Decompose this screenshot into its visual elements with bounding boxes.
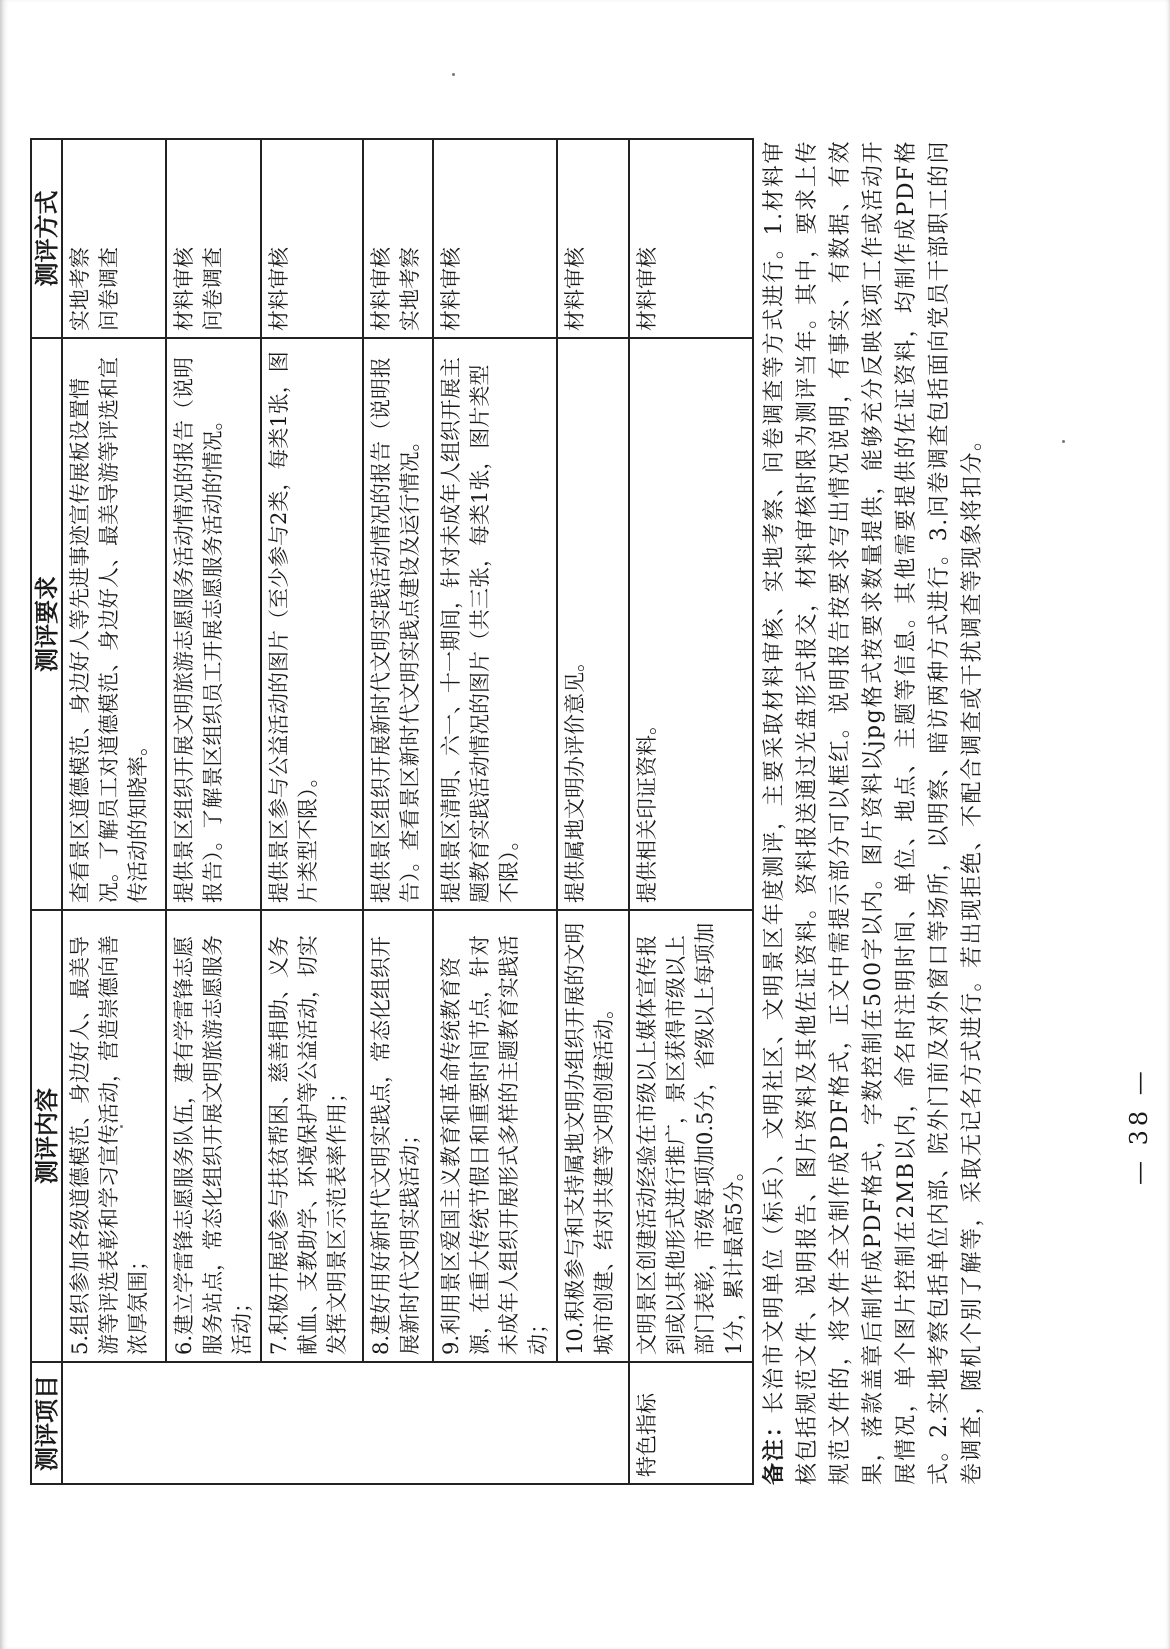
method-cell: 材料审核 xyxy=(433,139,557,338)
requirement-cell: 提供属地文明办评价意见。 xyxy=(557,338,629,910)
requirement-cell: 提供景区清明、六一、十一期间，针对未成年人组织开展主题教育实践活动情况的图片（共三张，每类1张，图片类型不限）。 xyxy=(433,338,557,910)
table-row xyxy=(433,139,557,1484)
content-cell: 6.建立学雷锋志愿服务队伍，建有学雷锋志愿服务站点，常态化组织开展文明旅游志愿服务活动； xyxy=(166,910,261,1362)
content-cell: 10.积极参与和支持属地文明办组织开展的文明城市创建、结对共建等文明创建活动。 xyxy=(557,910,629,1362)
table-row xyxy=(557,139,629,1484)
requirement-cell: 提供景区组织开展文明旅游志愿服务活动情况的报告（说明报告）。了解景区组织员工开展志愿服务活动的情况。 xyxy=(166,338,261,910)
method-cell: 实地考察 问卷调查 xyxy=(62,139,166,338)
requirement-cell: 提供景区组织开展新时代文明实践活动情况的报告（说明报告）。查看景区新时代文明实践点建设及运行情况。 xyxy=(363,338,433,910)
header-content: 测评内容 xyxy=(31,910,62,1362)
category-cell: 特色指标 xyxy=(629,1362,753,1484)
content-cell: 7.积极开展或参与扶贫帮困、慈善捐助、义务献血、支教助学、环境保护等公益活动，切实发挥文明景区示范表率作用； xyxy=(261,910,363,1362)
header-method: 测评方式 xyxy=(31,139,62,338)
content-cell: 5.组织参加各级道德模范、身边好人、最美导游等评选表彰和学习宣传活动，营造崇德向善浓厚氛围； xyxy=(62,910,166,1362)
method-cell: 材料审核 xyxy=(557,139,629,338)
content-cell: 9.利用景区爱国主义教育和革命传统教育资源，在重大传统节假日和重要时间节点，针对未成年人组织开展形式多样的主题教育实践活动； xyxy=(433,910,557,1362)
category-cell-empty xyxy=(62,1362,629,1484)
requirement-cell: 查看景区道德模范、身边好人等先进事迹宣传展板设置情况。了解员工对道德模范、身边好人、最美导游等评选和宣传活动的知晓率。 xyxy=(62,338,166,910)
requirement-cell: 提供景区参与公益活动的图片（至少参与2类，每类1张，图片类型不限）。 xyxy=(261,338,363,910)
method-cell: 材料审核 xyxy=(629,139,753,338)
table-row xyxy=(629,139,753,1484)
page-number: — 38 — xyxy=(1125,1067,1153,1185)
table-row xyxy=(363,139,433,1484)
header-row xyxy=(31,139,62,1484)
notes-label: 备注： xyxy=(761,1413,787,1485)
method-cell: 材料审核 实地考察 xyxy=(363,139,433,338)
method-cell: 材料审核 问卷调查 xyxy=(166,139,261,338)
content-cell: 8.建好用好新时代文明实践点，常态化组织开展新时代文明实践活动； xyxy=(363,910,433,1362)
rotated-sheet xyxy=(30,140,1153,1485)
notes-text: 长治市文明单位（标兵）、文明社区、文明景区年度测评，主要采取材料审核、实地考察、问卷调查等方式进行。1.材料审核包括规范文件、说明报告、图片资料及其他佐证资料。资料报送通过光盘形式报交，材料审核时限为测评当年。其中，要求上传规范文件的，将文件全文制作成PDF格式，正文中需提示部分可以框红。说明报告按要求写出情况说明，有事实、有数据、有效果，落款盖章后制作成PDF格式，字数控制在500字以内。图片资料以jpg格式按要求数量提供，能够充分反映该项工作或活动开展情况，单个图片控制在2MB以内，命名时注明时间、单位、地点、主题等信息。其他需要提供的佐证资料，均制作成PDF格式。2.实地考察包括单位内部、院外门前及对外窗口等场所，以明察、暗访两种方式进行。3.问卷调查包括面向党员干部职工的问卷调查，随机个别了解等，采取无记名方式进行。若出现拒绝、不配合调查或干扰调查等现象将扣分。 xyxy=(762,140,985,1485)
method-cell: 材料审核 xyxy=(261,139,363,338)
header-requirement: 测评要求 xyxy=(31,338,62,910)
table-row xyxy=(166,139,261,1484)
table-row xyxy=(62,139,166,1484)
header-category: 测评项目 xyxy=(31,1362,62,1484)
evaluation-table xyxy=(30,138,754,1485)
scan-speck xyxy=(452,73,455,76)
notes-paragraph xyxy=(758,140,989,1485)
content-cell: 文明景区创建活动经验在市级以上媒体宣传报到或以其他形式进行推广，景区获得市级以上部门表彰，市级每项加0.5分，省级以上每项加1分，累计最高5分。 xyxy=(629,910,753,1362)
table-row xyxy=(261,139,363,1484)
requirement-cell: 提供相关印证资料。 xyxy=(629,338,753,910)
